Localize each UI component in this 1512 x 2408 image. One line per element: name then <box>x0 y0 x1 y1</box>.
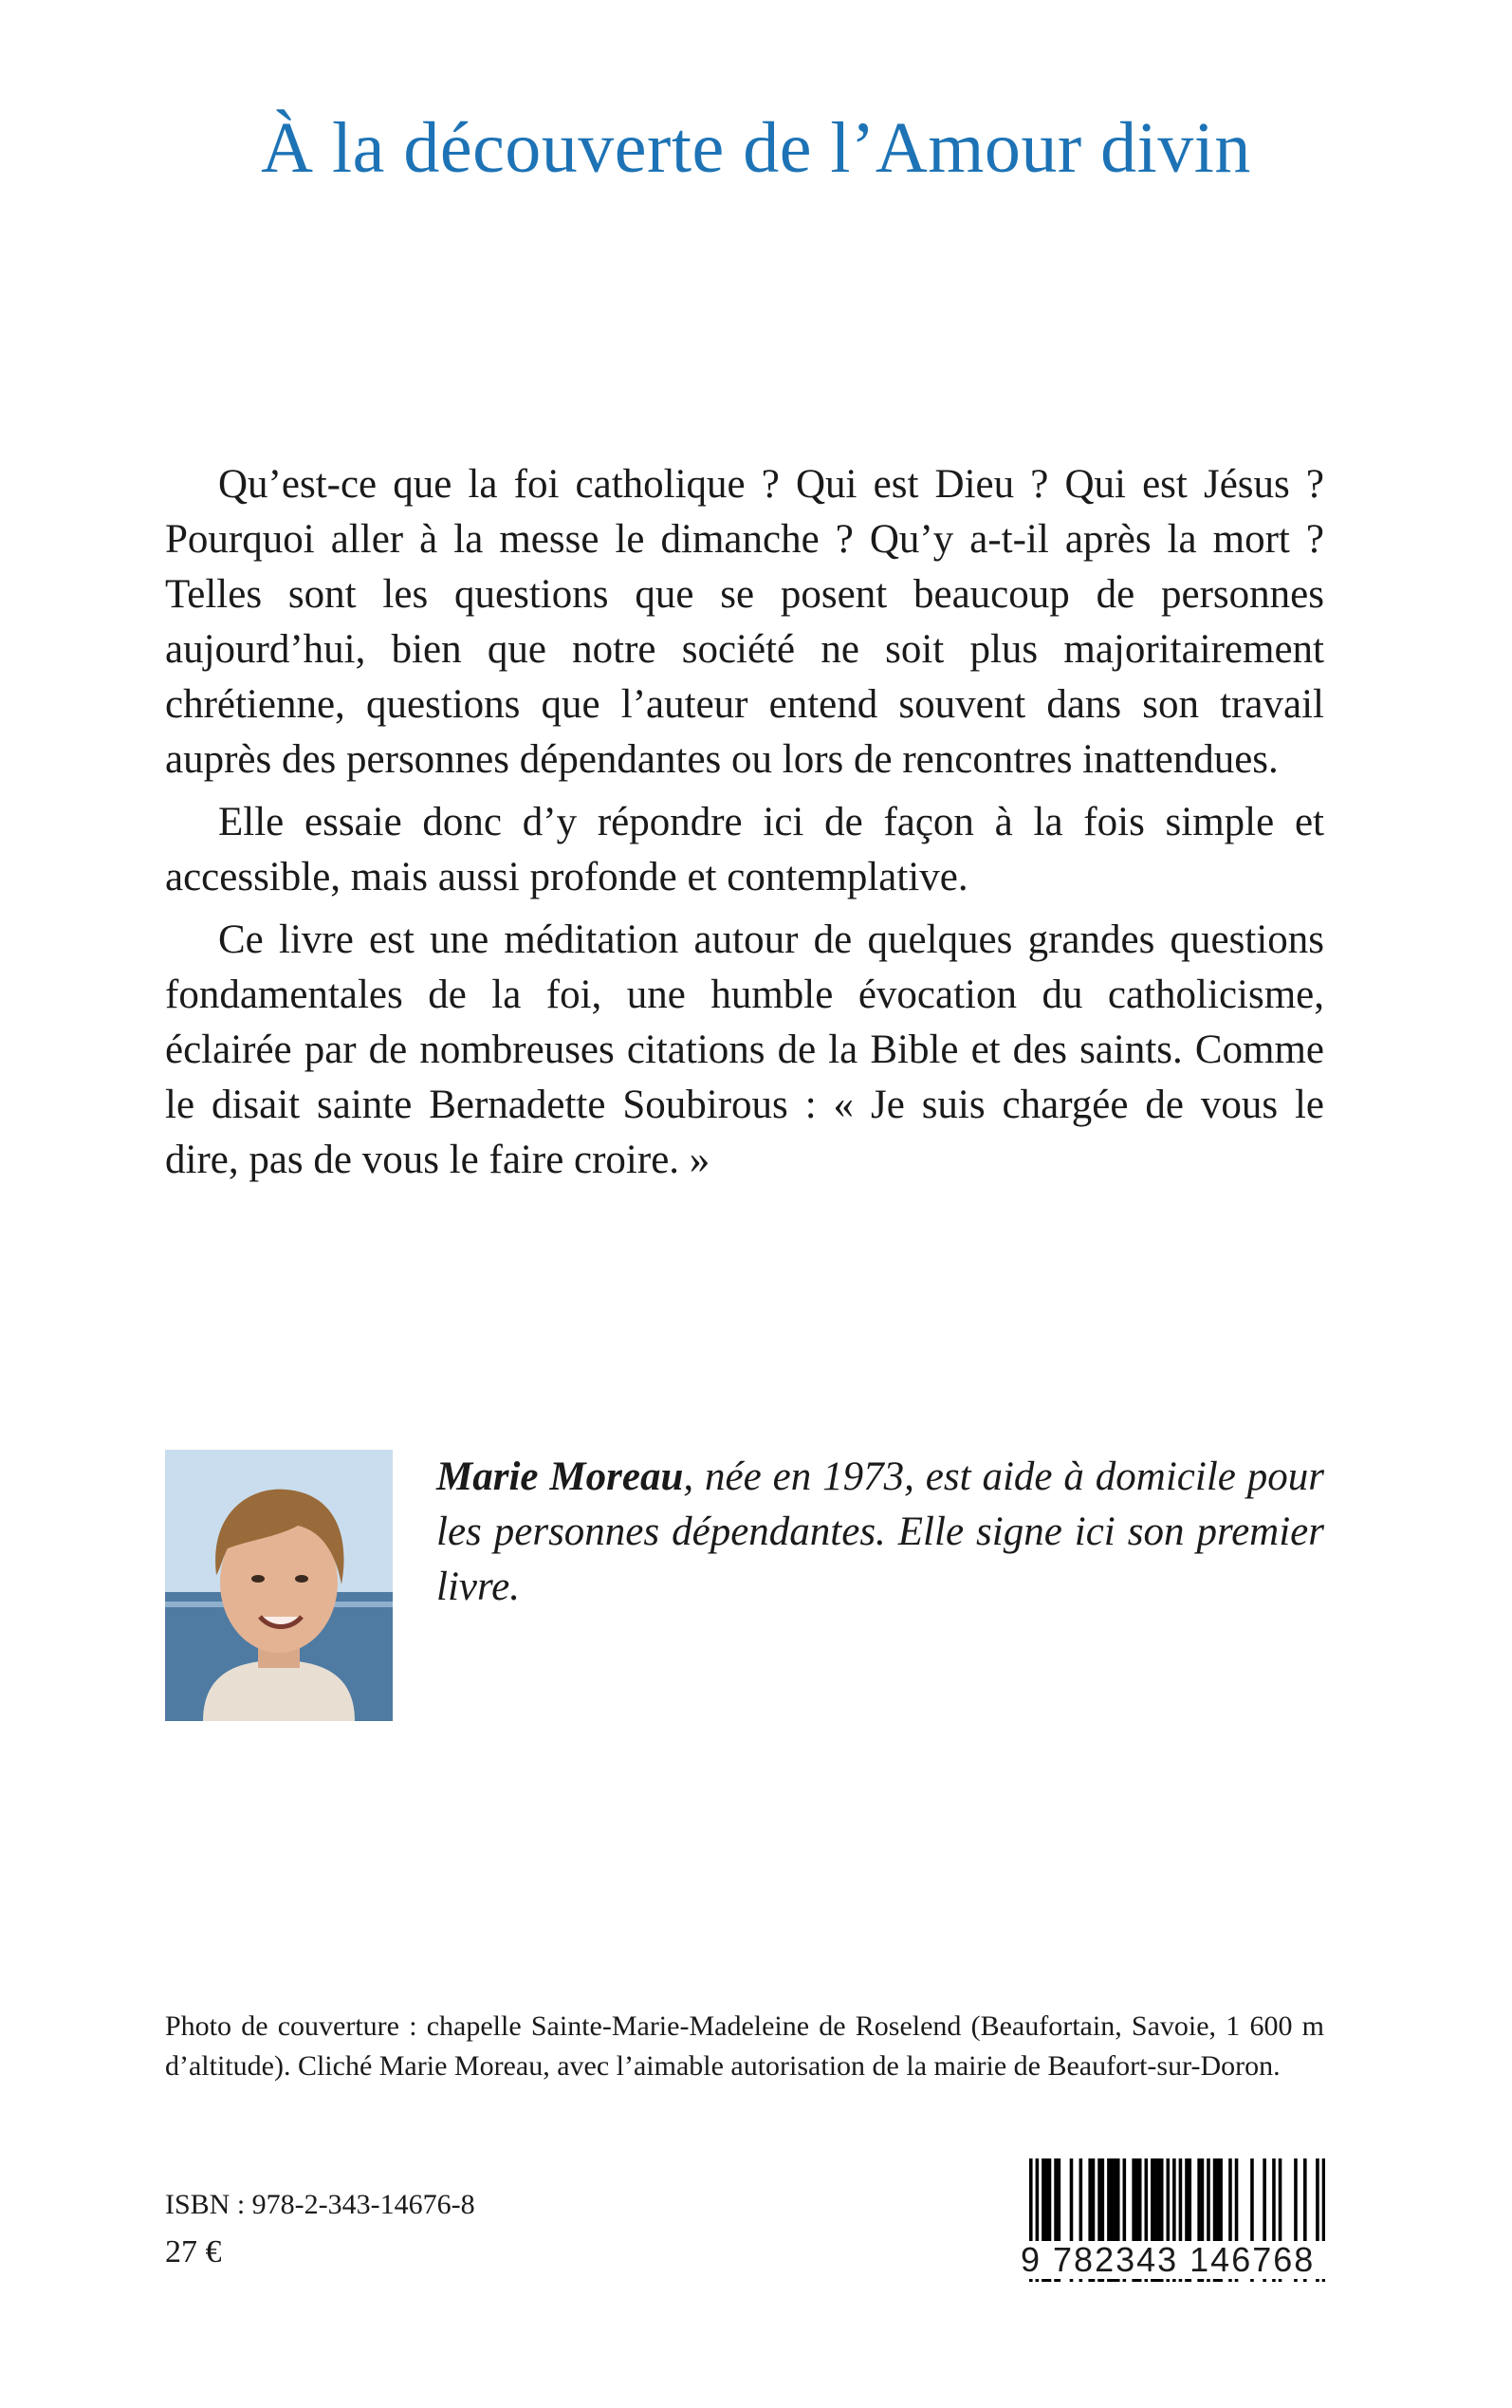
author-bio <box>436 1450 1324 1615</box>
isbn: ISBN : 978-2-343-14676-8 <box>165 2189 475 2220</box>
back-cover-blurb <box>165 457 1324 1195</box>
photo-credit: Photo de couverture : chapelle Sainte-Marie-Madeleine de Roselend (Beaufortain, Savoie, 1 600 m d’altitude). Cliché Marie Moreau, avec l’aimable autorisation de la mairie de Beaufort-sur-Doron. <box>165 2010 1324 2082</box>
blurb-paragraph: Ce livre est une méditation autour de quelques grandes questions fondamentales de la foi, une humble évocation du catholicisme, éclairée par de nombreuses citations de la Bible et des saints. Comme le disait sainte Bernadette Soubirous : « Je suis chargée de vous le dire, pas de vous le faire croire. » <box>165 917 1324 1182</box>
author-name: Marie Moreau <box>436 1454 684 1499</box>
author-portrait-illustration <box>165 1450 393 1721</box>
price: 27 € <box>165 2234 222 2269</box>
blurb-paragraph: Qu’est-ce que la foi catholique ? Qui est Dieu ? Qui est Jésus ? Pourquoi aller à la messe le dimanche ? Qu’y a-t-il après la mort ? Telles sont les questions que se posent beaucoup de personnes aujourd’hui, bien que notre société ne soit plus majoritairement chrétienne, questions que l’auteur entend souvent dans son travail auprès des personnes dépendantes ou lors de rencontres inattendues. <box>165 462 1324 782</box>
blurb-paragraph: Elle essaie donc d’y répondre ici de façon à la fois simple et accessible, mais aussi profonde et contemplative. <box>165 800 1324 899</box>
barcode-digits: 9 782343 146768 <box>1017 2241 1334 2279</box>
author-photo <box>165 1450 393 1721</box>
book-title: À la découverte de l’Amour divin <box>261 108 1251 188</box>
author-bio-text: , née en 1973, est aide à domicile pour les personnes dépendantes. Elle signe ici son premier livre. <box>436 1454 1325 1609</box>
